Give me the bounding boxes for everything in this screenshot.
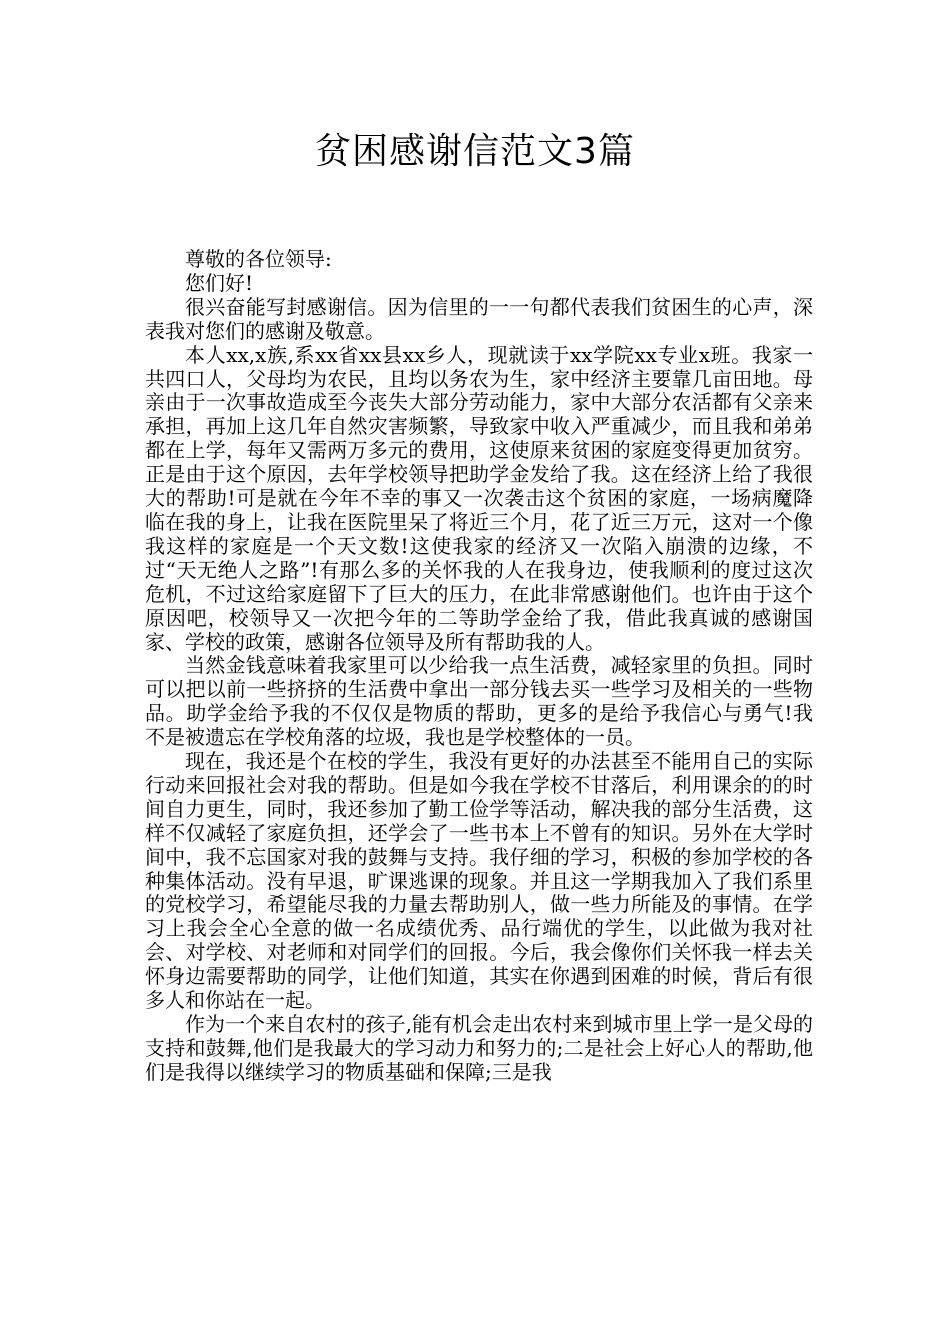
letter-body: [145, 248, 813, 1085]
paragraph: 当然金钱意味着我家里可以少给我一点生活费，减轻家里的负担。同时可以把以前一些挤挤的生活费中拿出一部分钱去买一些学习及相关的一些物品。助学金给予我的不仅仅是物质的帮助，更多的是给予我信心与勇气!我不是被遗忘在学校角落的垃圾，我也是学校整体的一员。: [145, 653, 813, 750]
document-title: 贫困感谢信范文3篇: [315, 131, 635, 172]
paragraph: 作为一个来自农村的孩子,能有机会走出农村来到城市里上学一是父母的支持和鼓舞,他们是我最大的学习动力和努力的;二是社会上好心人的帮助,他们是我得以继续学习的物质基础和保障;三是我: [145, 1012, 813, 1084]
paragraph: 现在，我还是个在校的学生，我没有更好的办法甚至不能用自己的实际行动来回报社会对我的帮助。但是如今我在学校不甘落后，利用课余的的时间自力更生，同时，我还参加了勤工俭学等活动，解决我的部分生活费，这样不仅减轻了家庭负担，还学会了一些书本上不曾有的知识。另外在大学时间中，我不忘国家对我的鼓舞与支持。我仔细的学习，积极的参加学校的各种集体活动。没有早退，旷课逃课的现象。并且这一学期我加入了我们系里的党校学习，希望能尽我的力量去帮助别人，做一些力所能及的事情。在学习上我会全心全意的做一名成绩优秀、品行端优的学生，以此做为我对社会、对学校、对老师和对同学们的回报。今后，我会像你们关怀我一样去关怀身边需要帮助的同学，让他们知道，其实在你遇到困难的时候，背后有很多人和你站在一起。: [145, 749, 813, 1013]
greeting: 您们好!: [185, 270, 254, 295]
salutation: 尊敬的各位领导:: [185, 247, 332, 271]
paragraph: 很兴奋能写封感谢信。因为信里的一一句都代表我们贫困生的心声，深表我对您们的感谢及敬意。: [145, 294, 813, 343]
paragraph: 本人xx,x族,系xx省xx县xx乡人，现就读于xx学院xx专业x班。我家一共四口人，父母均为农民，且均以务农为生，家中经济主要靠几亩田地。母亲由于一次事故造成至今丧失大部分劳动能力，家中大部分农活都有父亲来承担，再加上这几年自然灾害频繁，导致家中收入严重减少，而且我和弟弟都在上学，每年又需两万多元的费用，这使原来贫困的家庭变得更加贫穷。正是由于这个原因，去年学校领导把助学金发给了我。这在经济上给了我很大的帮助!可是就在今年不幸的事又一次袭击这个贫困的家庭，一场病魔降临在我的身上，让我在医院里呆了将近三个月，花了近三万元，这对一个像我这样的家庭是一个天文数!这使我家的经济又一次陷入崩溃的边缘，不过“天无绝人之路”!有那么多的关怀我的人在我身边，使我顺利的度过这次危机，不过这给家庭留下了巨大的压力，在此非常感谢他们。也许由于这个原因吧，校领导又一次把今年的二等助学金给了我，借此我真诚的感谢国家、学校的政策，感谢各位领导及所有帮助我的人。: [145, 342, 813, 654]
